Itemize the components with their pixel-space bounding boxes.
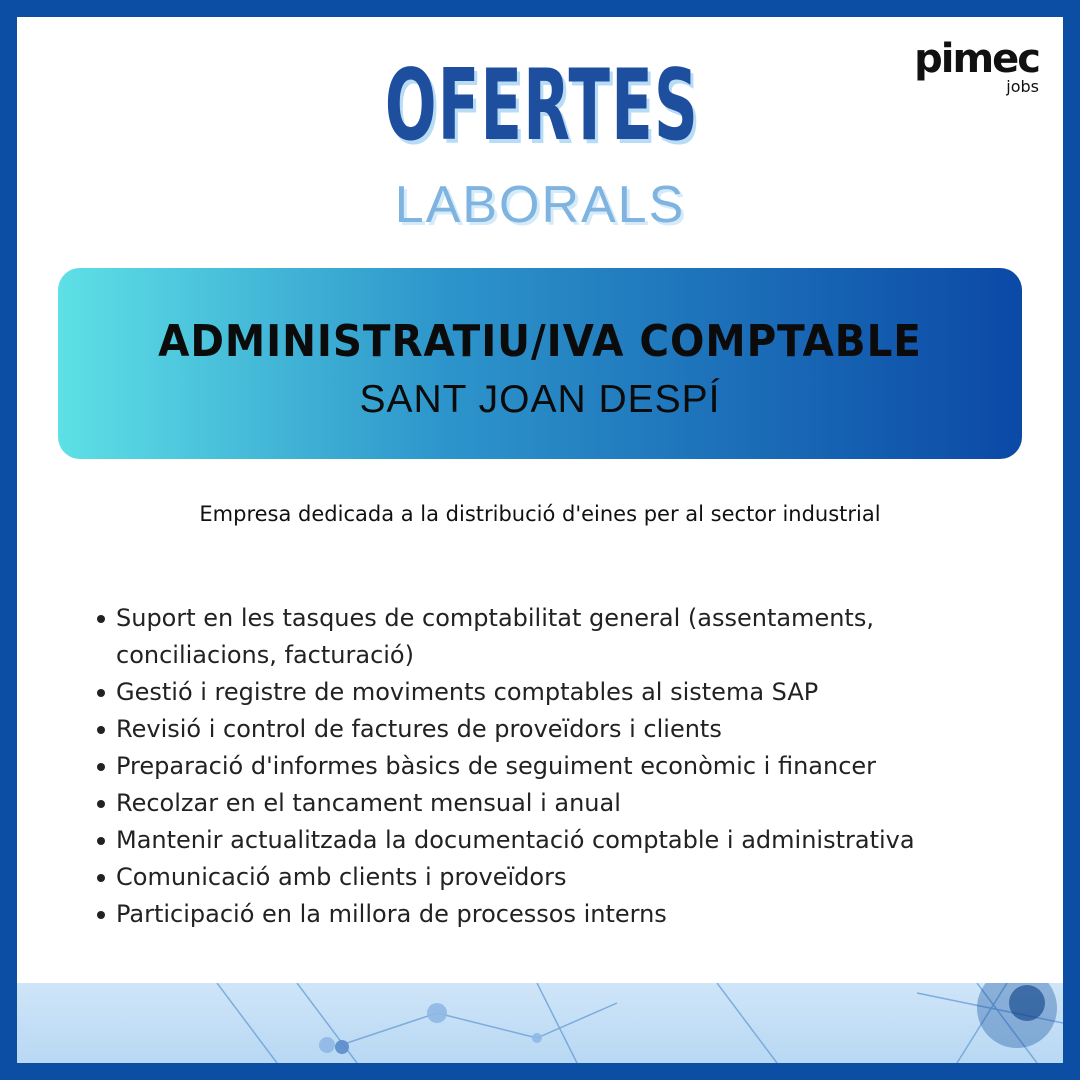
task-item: Participació en la millora de processos interns [97, 896, 1027, 933]
task-item: Mantenir actualitzada la documentació comptable i administrativa [97, 822, 1027, 859]
task-list [97, 600, 1027, 933]
company-description: Empresa dedicada a la distribució d'eines per al sector industrial [199, 502, 881, 526]
decorative-network-footer [17, 983, 1063, 1063]
job-banner [58, 268, 1022, 459]
job-location: SANT JOAN DESPÍ [359, 378, 721, 421]
task-item: Gestió i registre de moviments comptables al sistema SAP [97, 674, 1027, 711]
task-item: Comunicació amb clients i proveïdors [97, 859, 1027, 896]
logo-word: pimec [914, 36, 1039, 82]
page-title: OFERTES [384, 49, 699, 163]
task-item: Preparació d'informes bàsics de seguiment econòmic i financer [97, 748, 1027, 785]
network-graphic [17, 983, 1063, 1063]
logo-sub: jobs [1006, 77, 1039, 96]
task-item: Recolzar en el tancament mensual i anual [97, 785, 1027, 822]
pimec-jobs-logo [914, 36, 1039, 96]
task-item: Revisió i control de factures de proveïdors i clients [97, 711, 1027, 748]
task-item: Suport en les tasques de comptabilitat general (assentaments, conciliacions, facturació) [97, 600, 1027, 674]
job-title: ADMINISTRATIU/IVA COMPTABLE [158, 316, 922, 367]
page-subtitle: LABORALS [394, 176, 686, 234]
